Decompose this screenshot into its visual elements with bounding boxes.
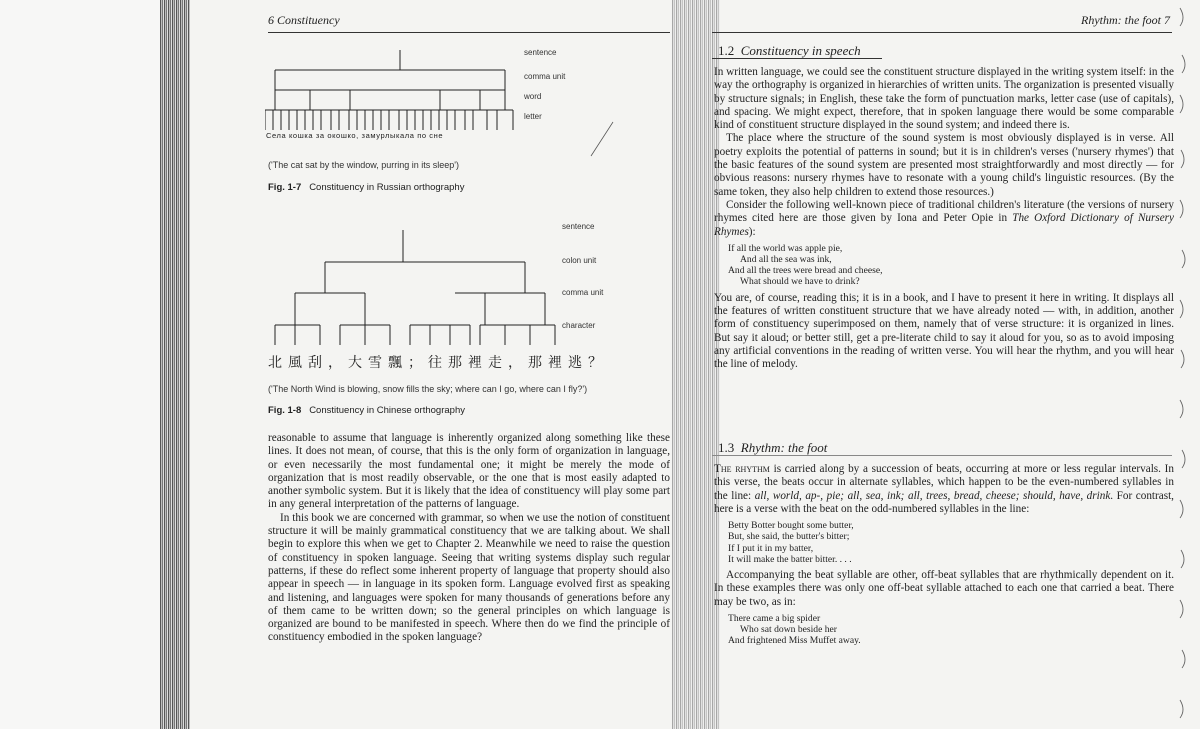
fig2-gloss: ('The North Wind is blowing, snow fills the sky; where can I go, where can I fly?') [268,384,588,394]
figure-1-8-tree [270,225,560,355]
right-running-head: Rhythm: the foot 7 [1081,13,1170,27]
fig2-label-sentence: sentence [562,222,595,231]
s13-paragraph-1 [714,463,1174,516]
fig2-caption [268,405,465,416]
section-1-3-heading [718,440,827,456]
fig1-label-letter: letter [524,112,542,121]
fig2-label-comma-unit: comma unit [562,288,604,297]
fig2-number: Fig. 1-8 [268,405,302,416]
verse-line: Who sat down beside her [740,624,837,636]
fig1-label-comma-unit: comma unit [524,72,566,81]
s12-paragraph-4: You are, of course, reading this; it is in a book, and I have to present it here in writing. It displays all the features of written constituent structure that we have already noted — with, in addition, another form of constituency superimposed on them, namely that of verse structure: it is organized in lines. But say it aloud; or better still, get a pre-literate child to say it aloud for you, so as to avoid imposing any artificial conventions in the reading of written verse. You will hear the rhythm, and you will hear the line of melody. [714,291,1174,371]
section-1-2-title: Constituency in speech [740,43,861,58]
s13-paragraph-2: Accompanying the beat syllable are other, off-beat syllables that are rhythmically dependent on it. In these examples there was only one off-beat syllable attached to each one that carried a beat. There may be two, as in: [714,569,1174,608]
left-paragraph-2: In this book we are concerned with grammar, so when we use the notion of constituent structure it will be mainly grammatical constituency that we are talking about. We shall begin to explore this when we get to Chapter 2. Meanwhile we need to raise the question of constituency in spoken language. Seeing that writing systems display such regular patterns, if these do reflect some inherent property of language that property should also appear in speech — in language in its spoken form. Language evolved first as speaking and listening, and languages were spoken for many thousands of generations before any of them came to be written down; so the general principles on which language is organized are bound to be manifested in speech. Where then do we find the principle of constituency embodied in the spoken language? [268,511,670,644]
left-body-text [268,432,670,645]
fig2-title: Constituency in Chinese orthography [309,405,465,416]
fig2-chinese-text: 北風刮，大雪飄；往那裡走，那裡逃？ [268,355,608,371]
verse-line: And all the sea was ink, [740,254,832,266]
s13-lead: The rhythm [714,463,770,475]
s12-paragraph-3 [714,199,1174,239]
verse-line: And frightened Miss Muffet away. [728,635,861,647]
section-1-3-body [714,463,1174,647]
s12-p3-b: ): [748,225,756,238]
section-1-3-rule [712,455,1172,456]
fig1-caption [268,182,464,193]
scan-left-margin [0,0,160,729]
right-edge-page-curl [1160,0,1200,729]
s13-p1-a: is carried along by a succession of beats, occurring at more or less regular intervals. In this verse, the beats occur in alternate syllables, which happen to be the even-numbered syllables in the line: [714,463,1174,502]
verse-line: It will make the batter bitter. . . . [728,553,852,565]
fig2-label-character: character [562,321,596,330]
verse-betty-botter [728,520,1174,565]
fig2-label-colon-unit: colon unit [562,256,597,265]
verse-line: There came a big spider [728,612,821,624]
verse-apple-pie [728,243,1174,288]
verse-line: And all the trees were bread and cheese, [728,265,883,277]
section-1-2-underline [712,58,882,59]
s13-p1-b: . For contrast, here is a verse with the beat on the odd-numbered syllables in the line: [714,489,1174,515]
s12-paragraph-1: In written language, we could see the constituent structure displayed in the writing system itself: in the way the orthography is organized in hierarchies of written units. The organization is presented visually by structure signals; in English, these take the form of punctuation marks, letter case (use of capitals), and spacing. We might expect, therefore, that in spoken language there would be some comparable kind of constituent structure displayed in the sound system; and indeed there is. [714,66,1174,132]
left-running-head: 6 Constituency [268,13,340,27]
section-1-2-number: 1.2 [718,43,735,58]
section-1-2-heading [718,43,861,59]
verse-spider [728,613,1174,647]
verse-line: What should we have to drink? [740,276,860,288]
verse-line: If I put it in my batter, [728,542,814,554]
fig1-number: Fig. 1-7 [268,182,302,193]
fig1-russian-text: Села кошка за окошко, замурлыкала по сне [266,131,444,140]
s12-p3-a: Consider the following well-known piece of traditional children's literature (the versions of nursery rhymes cited here are those given by Iona and Peter Opie in [714,198,1174,225]
fig1-title: Constituency in Russian orthography [309,182,465,193]
right-head-rule [712,32,1172,33]
fig1-gloss: ('The cat sat by the window, purring in its sleep') [268,160,460,170]
fig1-label-sentence: sentence [524,48,557,57]
left-head-rule [268,32,670,33]
section-1-3-title: Rhythm: the foot [740,440,828,455]
verse-line: If all the world was apple pie, [728,242,843,254]
section-1-2-body [714,66,1174,371]
figure-1-7-tree [265,45,525,145]
fig1-label-word: word [524,92,542,101]
s12-p3-title: The Oxford Dictionary of Nursery Rhymes [714,212,1174,238]
center-gutter [672,0,720,729]
pen-mark [588,120,618,160]
verse-line: But, she said, the butter's bitter; [728,531,850,543]
s13-p1-examples: all, world, ap-, pie; all, sea, ink; all, trees, bread, cheese; should, have, drink [754,489,1111,502]
section-1-3-number: 1.3 [718,440,735,455]
left-paragraph-1: reasonable to assume that language is inherently organized along something like these lines. It does not mean, of course, that this is the only form of organization in language, or even necessarily the most fundamental one; it might be merely the mode of organization that is most readily observable, or the one that is most easily adapted to another symbolic system. But it is likely that the idea of constituency will play some part in any general interpretation of the patterns of language. [268,432,670,511]
verse-line: Betty Botter bought some butter, [728,520,854,532]
book-spine [160,0,190,729]
s12-paragraph-2: The place where the structure of the sound system is most obviously displayed is in verse. All poetry exploits the potential of patterns in sound; but it is in children's verses ('nursery rhymes') that the basic features of the sound system are presented most straightforwardly and most directly — for obvious reasons: nursery rhymes have to resonate with a young child's linguistic resources. (By the same token, they also help children to extend those resources.) [714,132,1174,198]
